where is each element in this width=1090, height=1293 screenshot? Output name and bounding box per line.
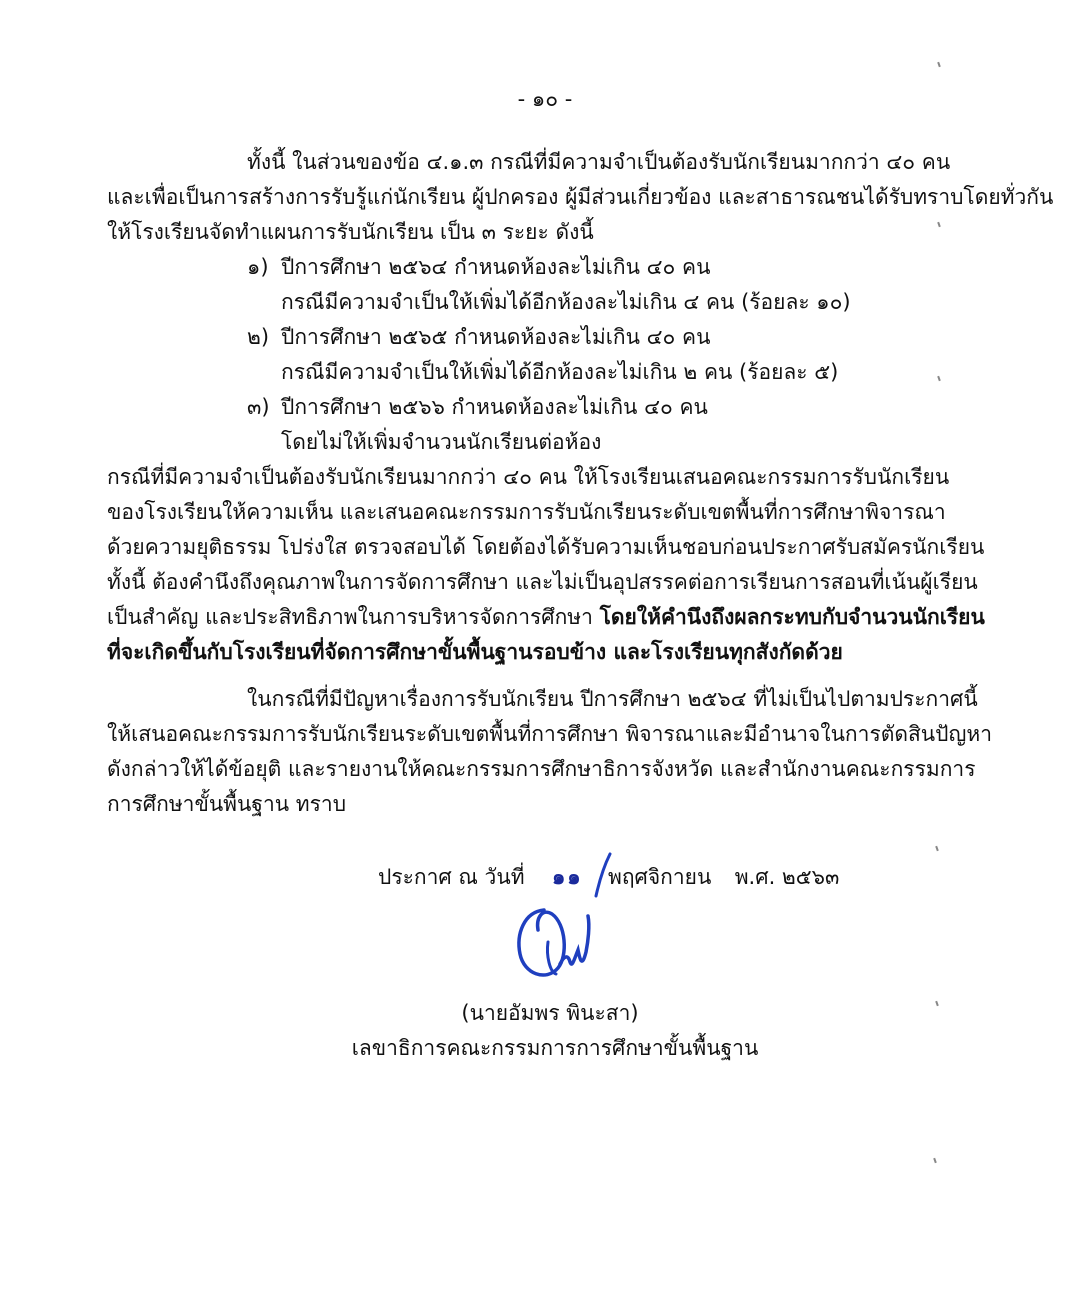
- para3-line2: ให้เสนอคณะกรรมการรับนักเรียนระดับเขตพื้นที่การศึกษา พิจารณาและมีอำนาจในการตัดสินปัญหา: [107, 722, 993, 746]
- list-item-2-line1: ปีการศึกษา ๒๕๖๕ กำหนดห้องละไม่เกิน ๔๐ คน: [281, 325, 711, 349]
- scan-speck: [937, 222, 941, 227]
- announce-month: พฤศจิกายน: [607, 865, 712, 889]
- scan-speck: [937, 376, 941, 381]
- para1-line2: และเพื่อเป็นการสร้างการรับรู้แก่นักเรียน ผู้ปกครอง ผู้มีส่วนเกี่ยวข้อง และสาธารณชนได้รับทราบโดยทั่วกัน: [107, 185, 1054, 209]
- list-item-2-number: ๒): [247, 325, 270, 349]
- scan-speck: [935, 1001, 939, 1006]
- list-item-2-line2: กรณีมีความจำเป็นให้เพิ่มได้อีกห้องละไม่เกิน ๒ คน (ร้อยละ ๕): [281, 360, 839, 384]
- para3-line3: ดังกล่าวให้ได้ข้อยุติ และรายงานให้คณะกรรมการศึกษาธิการจังหวัด และสำนักงานคณะกรรมการ: [107, 757, 976, 781]
- announce-day: ๑๑: [551, 865, 583, 889]
- list-item-3-line1: ปีการศึกษา ๒๕๖๖ กำหนดห้องละไม่เกิน ๔๐ คน: [281, 395, 708, 419]
- para1-line3: ให้โรงเรียนจัดทำแผนการรับนักเรียน เป็น ๓ ระยะ ดังนี้: [107, 220, 594, 244]
- announce-year: พ.ศ. ๒๕๖๓: [734, 865, 840, 889]
- para2-line5-normal: เป็นสำคัญ และประสิทธิภาพในการบริหารจัดการศึกษา: [107, 605, 593, 629]
- para2-line6-bold: ที่จะเกิดขึ้นกับโรงเรียนที่จัดการศึกษาขั้นพื้นฐานรอบข้าง และโรงเรียนทุกสังกัดด้วย: [107, 640, 843, 664]
- list-item-3-line2: โดยไม่ให้เพิ่มจำนวนนักเรียนต่อห้อง: [281, 430, 602, 454]
- list-item-3-number: ๓): [247, 395, 270, 419]
- handwritten-stroke: [590, 852, 614, 898]
- para3-line4: การศึกษาขั้นพื้นฐาน ทราบ: [107, 792, 347, 816]
- signer-title: เลขาธิการคณะกรรมการการศึกษาขั้นพื้นฐาน: [351, 1036, 759, 1060]
- para2-line5: [107, 602, 985, 632]
- announce-prefix: ประกาศ ณ วันที่: [378, 865, 525, 889]
- para2-line4: ทั้งนี้ ต้องคำนึงถึงคุณภาพในการจัดการศึกษา และไม่เป็นอุปสรรคต่อการเรียนการสอนที่เน้นผู้เรียน: [107, 570, 978, 594]
- para2-line5-bold: โดยให้คำนึงถึงผลกระทบกับจำนวนนักเรียน: [599, 605, 985, 629]
- list-item-1-line2: กรณีมีความจำเป็นให้เพิ่มได้อีกห้องละไม่เกิน ๔ คน (ร้อยละ ๑๐): [281, 290, 851, 314]
- list-item-1-line1: ปีการศึกษา ๒๕๖๔ กำหนดห้องละไม่เกิน ๔๐ คน: [281, 255, 711, 279]
- page-number: - ๑๐ -: [517, 87, 573, 111]
- para2-line2: ของโรงเรียนให้ความเห็น และเสนอคณะกรรมการรับนักเรียนระดับเขตพื้นที่การศึกษาพิจารณา: [107, 500, 946, 524]
- para3-line1: ในกรณีที่มีปัญหาเรื่องการรับนักเรียน ปีการศึกษา ๒๕๖๔ ที่ไม่เป็นไปตามประกาศนี้: [247, 687, 978, 711]
- scan-speck: [933, 1158, 937, 1163]
- para2-line3: ด้วยความยุติธรรม โปร่งใส ตรวจสอบได้ โดยต้องได้รับความเห็นชอบก่อนประกาศรับสมัครนักเรียน: [107, 535, 985, 559]
- signer-name: (นายอัมพร พินะสา): [461, 1001, 639, 1025]
- scan-speck: [937, 62, 941, 67]
- list-item-1-number: ๑): [247, 255, 269, 279]
- signature-image: [508, 902, 598, 984]
- para2-line1: กรณีที่มีความจำเป็นต้องรับนักเรียนมากกว่า ๔๐ คน ให้โรงเรียนเสนอคณะกรรมการรับนักเรียน: [107, 465, 950, 489]
- scan-speck: [935, 846, 939, 851]
- para1-line1: ทั้งนี้ ในส่วนของข้อ ๔.๑.๓ กรณีที่มีความจำเป็นต้องรับนักเรียนมากกว่า ๔๐ คน: [247, 150, 951, 174]
